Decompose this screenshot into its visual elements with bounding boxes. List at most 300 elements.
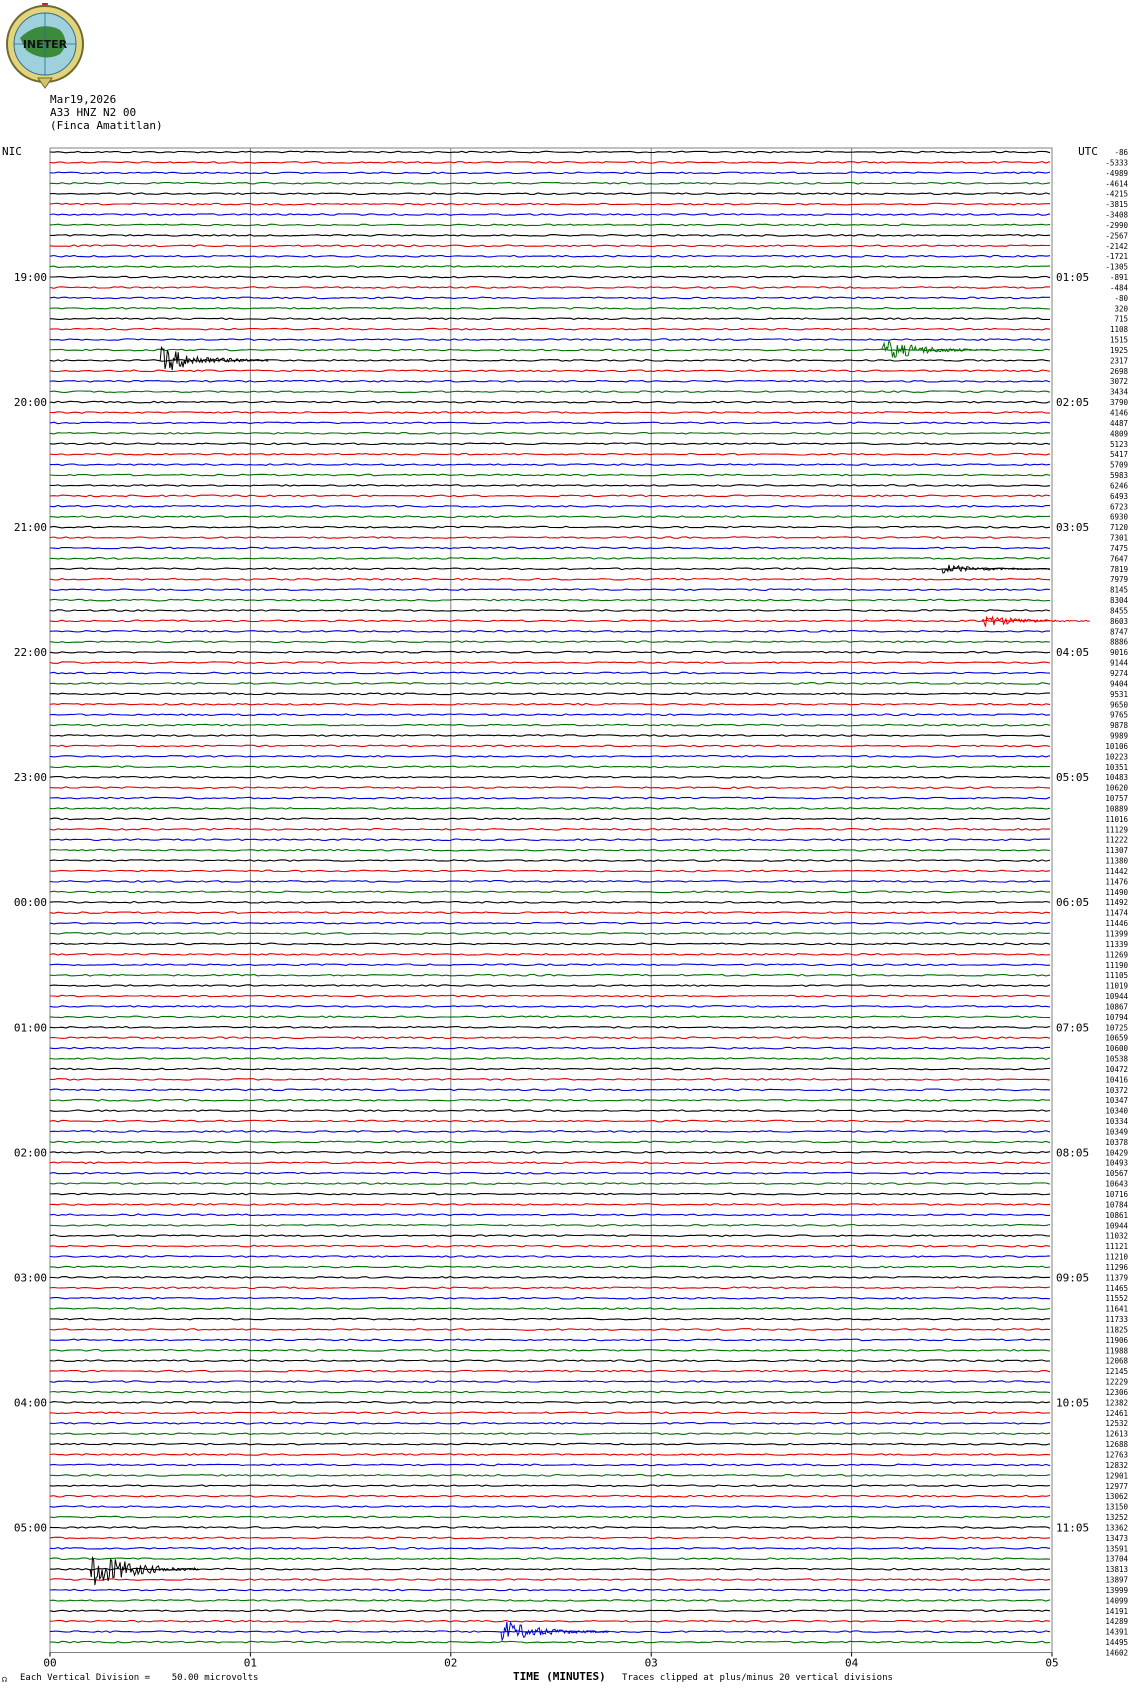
row-offset-label: 10334: [1105, 1117, 1128, 1127]
clip-note: Traces clipped at plus/minus 20 vertical divisions: [622, 1673, 893, 1683]
row-offset-label: 10643: [1105, 1179, 1128, 1189]
left-hour-label: 22:00: [13, 646, 47, 660]
seismic-event: [982, 617, 1090, 627]
row-offset-label: 14602: [1105, 1648, 1128, 1658]
corner-mark: ☊: [2, 1675, 7, 1684]
row-offset-label: 13150: [1105, 1502, 1128, 1512]
row-offset-label: 8304: [1109, 596, 1128, 606]
trace-row: [50, 1079, 1050, 1081]
row-offset-label: 11339: [1105, 939, 1128, 949]
trace-row: [50, 776, 1050, 778]
trace-row: [50, 453, 1050, 455]
seismic-event: [942, 565, 1050, 573]
trace-row: [50, 235, 1050, 237]
channel-label: A33 HNZ N2 00: [50, 106, 137, 119]
trace-row: [50, 829, 1050, 831]
trace-row: [50, 756, 1050, 758]
trace-row: [50, 714, 1050, 716]
trace-row: [50, 589, 1050, 591]
trace-row: [50, 964, 1050, 966]
trace-row: [50, 651, 1050, 653]
x-tick-label: 02: [444, 1656, 458, 1670]
trace-row: [50, 464, 1050, 466]
trace-row: [50, 1370, 1050, 1372]
row-offset-label: 8455: [1109, 606, 1128, 616]
trace-row: [50, 745, 1050, 747]
x-tick-label: 05: [1045, 1656, 1059, 1670]
trace-row: [50, 1339, 1050, 1341]
x-tick-label: 00: [43, 1656, 57, 1670]
row-offset-label: 12613: [1105, 1429, 1128, 1439]
row-offset-label: 11105: [1105, 971, 1128, 981]
trace-row: [50, 308, 1050, 310]
row-offset-label: 320: [1114, 304, 1128, 314]
row-offset-label: 5709: [1109, 460, 1128, 470]
trace-row: [50, 620, 1050, 622]
trace-row: [50, 631, 1050, 633]
trace-row: [50, 1037, 1050, 1039]
row-offset-label: 11825: [1105, 1325, 1128, 1335]
trace-row: [50, 1360, 1050, 1362]
left-hour-label: 00:00: [13, 896, 47, 910]
trace-row: [50, 1318, 1050, 1320]
trace-row: [50, 485, 1050, 487]
trace-row: [50, 422, 1050, 424]
right-hour-label: 11:05: [1056, 1521, 1090, 1535]
trace-row: [50, 1412, 1050, 1414]
trace-row: [50, 183, 1050, 185]
row-offset-label: 10867: [1105, 1002, 1128, 1012]
trace-row: [50, 1402, 1050, 1404]
trace-row: [50, 151, 1050, 153]
row-offset-label: 12145: [1105, 1367, 1128, 1377]
trace-row: [50, 1568, 1050, 1570]
trace-row: [50, 391, 1050, 393]
row-offset-label: 10538: [1105, 1054, 1128, 1064]
trace-row: [50, 412, 1050, 414]
row-offset-label: -2142: [1105, 241, 1128, 251]
trace-row: [50, 1350, 1050, 1352]
row-offset-label: 11190: [1105, 960, 1128, 970]
row-offset-label: 10944: [1105, 1221, 1128, 1231]
row-offset-label: -2990: [1105, 220, 1128, 230]
right-hour-label: 02:05: [1056, 396, 1090, 410]
seismic-event: [90, 1558, 198, 1585]
trace-row: [50, 547, 1050, 549]
trace-row: [50, 1131, 1050, 1133]
row-offset-label: 3434: [1109, 387, 1128, 397]
trace-row: [50, 203, 1050, 205]
trace-row: [50, 339, 1050, 341]
trace-row: [50, 1183, 1050, 1185]
trace-row: [50, 516, 1050, 518]
trace-row: [50, 1589, 1050, 1591]
row-offset-label: 10725: [1105, 1023, 1128, 1033]
right-hour-label: 04:05: [1056, 646, 1090, 660]
trace-row: [50, 214, 1050, 216]
row-offset-label: 11210: [1105, 1252, 1128, 1262]
row-offset-label: 10340: [1105, 1106, 1128, 1116]
row-offset-label: 14099: [1105, 1596, 1128, 1606]
trace-row: [50, 1099, 1050, 1101]
row-offset-label: 11269: [1105, 950, 1128, 960]
trace-row: [50, 995, 1050, 997]
trace-row: [50, 537, 1050, 539]
row-offset-label: 3790: [1109, 398, 1128, 408]
row-offset-label: 11222: [1105, 835, 1128, 845]
row-offset-label: 7647: [1109, 554, 1128, 564]
row-offset-label: 11552: [1105, 1294, 1128, 1304]
trace-row: [50, 1162, 1050, 1164]
row-offset-label: 10659: [1105, 1033, 1128, 1043]
trace-row: [50, 1297, 1050, 1299]
trace-row: [50, 1433, 1050, 1435]
row-offset-label: 13591: [1105, 1544, 1128, 1554]
row-offset-label: 10378: [1105, 1137, 1128, 1147]
trace-row: [50, 1454, 1050, 1456]
trace-row: [50, 1631, 1050, 1633]
row-offset-label: 10472: [1105, 1064, 1128, 1074]
seismic-event: [160, 347, 268, 370]
row-offset-label: 10757: [1105, 794, 1128, 804]
row-offset-label: 10600: [1105, 1044, 1128, 1054]
row-offset-label: 6246: [1109, 481, 1128, 491]
row-offset-label: 11296: [1105, 1262, 1128, 1272]
row-offset-label: 4487: [1109, 418, 1128, 428]
trace-row: [50, 922, 1050, 924]
trace-row: [50, 1204, 1050, 1206]
trace-row: [50, 839, 1050, 841]
trace-row: [50, 1172, 1050, 1174]
row-offset-label: -1305: [1105, 262, 1128, 272]
trace-row: [50, 443, 1050, 445]
row-offset-label: 1108: [1109, 325, 1128, 335]
left-hour-label: 02:00: [13, 1146, 47, 1160]
row-offset-label: 10429: [1105, 1148, 1128, 1158]
trace-row: [50, 1391, 1050, 1393]
trace-row: [50, 162, 1050, 164]
row-offset-label: 10620: [1105, 783, 1128, 793]
row-offset-label: 8886: [1109, 637, 1128, 647]
row-offset-label: 10889: [1105, 804, 1128, 814]
trace-row: [50, 1110, 1050, 1112]
row-offset-label: 5417: [1109, 450, 1128, 460]
row-offset-label: 7120: [1109, 523, 1128, 533]
row-offset-label: 9404: [1109, 679, 1128, 689]
trace-row: [50, 1464, 1050, 1466]
trace-row: [50, 287, 1050, 289]
row-offset-label: 12382: [1105, 1398, 1128, 1408]
row-offset-label: 10349: [1105, 1127, 1128, 1137]
plot-frame: [50, 148, 1052, 1652]
trace-row: [50, 610, 1050, 612]
row-offset-label: 8747: [1109, 627, 1128, 637]
row-offset-label: 14191: [1105, 1606, 1128, 1616]
right-timezone-label: UTC: [1078, 145, 1098, 158]
trace-row: [50, 1579, 1050, 1581]
row-offset-label: 11465: [1105, 1283, 1128, 1293]
trace-row: [50, 766, 1050, 768]
x-tick-label: 03: [644, 1656, 658, 1670]
trace-row: [50, 881, 1050, 883]
row-offset-label: -4614: [1105, 179, 1128, 189]
row-offset-label: 11032: [1105, 1231, 1128, 1241]
row-offset-label: -484: [1109, 283, 1128, 293]
row-offset-label: 8145: [1109, 585, 1128, 595]
row-offset-label: 12832: [1105, 1460, 1128, 1470]
trace-row: [50, 1006, 1050, 1008]
trace-row: [50, 662, 1050, 664]
row-offset-label: 11307: [1105, 846, 1128, 856]
row-offset-label: 11474: [1105, 908, 1128, 918]
row-offset-label: 10784: [1105, 1200, 1128, 1210]
row-offset-label: 1515: [1109, 335, 1128, 345]
row-offset-label: -80: [1114, 293, 1128, 303]
right-hour-label: 06:05: [1056, 896, 1090, 910]
row-offset-label: 11129: [1105, 825, 1128, 835]
row-offset-label: 11121: [1105, 1242, 1128, 1252]
row-offset-label: 10794: [1105, 1012, 1128, 1022]
row-offset-label: 1925: [1109, 345, 1128, 355]
left-hour-label: 05:00: [13, 1521, 47, 1535]
row-offset-label: 13897: [1105, 1575, 1128, 1585]
row-offset-label: 11641: [1105, 1304, 1128, 1314]
row-offset-label: -86: [1114, 148, 1128, 157]
trace-row: [50, 578, 1050, 580]
trace-row: [50, 380, 1050, 382]
row-offset-label: 13473: [1105, 1533, 1128, 1543]
trace-row: [50, 1527, 1050, 1529]
row-offset-label: 11492: [1105, 898, 1128, 908]
left-hour-label: 04:00: [13, 1396, 47, 1410]
row-offset-label: 14289: [1105, 1617, 1128, 1627]
trace-row: [50, 1308, 1050, 1310]
row-offset-label: 6930: [1109, 512, 1128, 522]
x-tick-label: 01: [243, 1656, 258, 1670]
trace-row: [50, 1422, 1050, 1424]
row-offset-label: 10372: [1105, 1085, 1128, 1095]
trace-row: [50, 954, 1050, 956]
row-offset-label: 10223: [1105, 752, 1128, 762]
row-offset-label: -891: [1109, 273, 1128, 283]
row-offset-label: 2698: [1109, 366, 1128, 376]
trace-row: [50, 1620, 1050, 1622]
row-offset-label: 11733: [1105, 1315, 1128, 1325]
row-offset-label: 9274: [1109, 669, 1128, 678]
row-offset-label: 9531: [1109, 689, 1128, 699]
left-hour-label: 21:00: [13, 521, 47, 535]
row-offset-label: 12977: [1105, 1481, 1128, 1491]
left-hour-label: 23:00: [13, 771, 47, 785]
row-offset-label: 12901: [1105, 1471, 1128, 1481]
logo-text: INETER: [22, 38, 68, 51]
trace-row: [50, 1120, 1050, 1122]
trace-row: [50, 1266, 1050, 1268]
row-offset-label: 10716: [1105, 1190, 1128, 1199]
row-offset-label: 13062: [1105, 1492, 1128, 1502]
row-offset-label: 7979: [1109, 575, 1128, 585]
left-hour-label: 19:00: [13, 271, 47, 285]
row-offset-label: 12306: [1105, 1387, 1128, 1397]
trace-row: [50, 1610, 1050, 1612]
right-hour-label: 08:05: [1056, 1146, 1090, 1160]
row-offset-label: 8603: [1109, 616, 1128, 626]
row-offset-label: 4809: [1109, 429, 1128, 439]
trace-row: [50, 1381, 1050, 1383]
trace-row: [50, 1141, 1050, 1143]
right-hour-label: 09:05: [1056, 1271, 1090, 1285]
row-offset-label: 11490: [1105, 887, 1128, 897]
trace-row: [50, 1329, 1050, 1331]
trace-row: [50, 808, 1050, 810]
row-offset-label: 12688: [1105, 1440, 1128, 1450]
trace-row: [50, 1068, 1050, 1070]
row-offset-label: 14495: [1105, 1638, 1128, 1648]
row-offset-label: 10944: [1105, 992, 1128, 1002]
trace-row: [50, 1214, 1050, 1216]
row-offset-label: 10106: [1105, 741, 1128, 751]
trace-row: [50, 1058, 1050, 1060]
row-offset-label: 12532: [1105, 1419, 1128, 1429]
trace-row: [50, 912, 1050, 914]
trace-row: [50, 474, 1050, 476]
left-hour-label: 03:00: [13, 1271, 47, 1285]
trace-row: [50, 1506, 1050, 1508]
row-offset-label: 11019: [1105, 981, 1128, 991]
trace-row: [50, 974, 1050, 976]
row-offset-label: 3072: [1109, 377, 1128, 387]
row-offset-label: -2567: [1105, 231, 1128, 241]
trace-row: [50, 172, 1050, 174]
trace-row: [50, 370, 1050, 372]
right-hour-label: 01:05: [1056, 271, 1090, 285]
trace-row: [50, 1548, 1050, 1550]
trace-row: [50, 683, 1050, 685]
trace-row: [50, 1485, 1050, 1487]
trace-row: [50, 1537, 1050, 1539]
row-offset-label: 9650: [1109, 700, 1128, 710]
trace-row: [50, 1443, 1050, 1445]
left-timezone-label: NIC: [2, 145, 22, 158]
trace-row: [50, 672, 1050, 674]
trace-row: [50, 1016, 1050, 1018]
trace-row: [50, 401, 1050, 403]
row-offset-label: -3815: [1105, 200, 1128, 210]
x-axis-title: TIME (MINUTES): [513, 1670, 606, 1683]
row-offset-label: 9144: [1109, 658, 1128, 668]
trace-row: [50, 526, 1050, 528]
trace-row: [50, 1152, 1050, 1154]
trace-row: [50, 224, 1050, 226]
trace-row: [50, 891, 1050, 893]
row-offset-label: 9989: [1109, 731, 1128, 741]
row-offset-label: 14391: [1105, 1627, 1128, 1637]
row-offset-label: 5123: [1109, 439, 1128, 449]
trace-row: [50, 599, 1050, 601]
trace-row: [50, 693, 1050, 695]
row-offset-label: -3408: [1105, 210, 1128, 220]
trace-row: [50, 933, 1050, 935]
trace-row: [50, 704, 1050, 706]
row-offset-label: 7301: [1109, 533, 1128, 543]
trace-row: [50, 1558, 1050, 1560]
row-offset-label: 6493: [1109, 491, 1128, 501]
trace-row: [50, 1287, 1050, 1289]
row-offset-label: 7475: [1109, 543, 1128, 553]
trace-row: [50, 1193, 1050, 1195]
row-offset-label: 12763: [1105, 1450, 1128, 1460]
row-offset-label: 2317: [1109, 356, 1128, 366]
station-label: (Finca Amatitlan): [50, 119, 163, 132]
row-offset-label: 10493: [1105, 1158, 1128, 1168]
trace-row: [50, 1495, 1050, 1497]
row-offset-label: 10347: [1105, 1096, 1128, 1106]
trace-row: [50, 1475, 1050, 1477]
trace-row: [50, 245, 1050, 247]
trace-row: [50, 787, 1050, 789]
right-hour-label: 10:05: [1056, 1396, 1090, 1410]
row-offset-label: 11446: [1105, 919, 1128, 929]
trace-row: [50, 860, 1050, 862]
trace-row: [50, 495, 1050, 497]
row-offset-label: 13704: [1105, 1554, 1128, 1564]
trace-row: [50, 870, 1050, 872]
trace-row: [50, 901, 1050, 903]
trace-row: [50, 1235, 1050, 1237]
trace-row: [50, 433, 1050, 435]
trace-row: [50, 568, 1050, 570]
row-offset-label: 11442: [1105, 866, 1128, 876]
row-offset-label: 715: [1114, 314, 1128, 324]
row-offset-label: 11399: [1105, 929, 1128, 939]
row-offset-label: -5333: [1105, 158, 1128, 168]
trace-row: [50, 1277, 1050, 1279]
trace-row: [50, 735, 1050, 737]
trace-row: [50, 1600, 1050, 1602]
trace-row: [50, 641, 1050, 643]
row-offset-label: 12068: [1105, 1356, 1128, 1366]
row-offset-label: 6723: [1109, 502, 1128, 512]
row-offset-label: -4989: [1105, 168, 1128, 178]
trace-row: [50, 328, 1050, 330]
trace-row: [50, 1516, 1050, 1518]
x-tick-label: 04: [844, 1656, 859, 1670]
row-offset-label: 11906: [1105, 1335, 1128, 1345]
seismic-event: [882, 341, 990, 358]
row-offset-label: -4215: [1105, 189, 1128, 199]
trace-row: [50, 318, 1050, 320]
trace-row: [50, 797, 1050, 799]
row-offset-label: 12229: [1105, 1377, 1128, 1387]
row-offset-label: 11988: [1105, 1346, 1128, 1356]
trace-row: [50, 1225, 1050, 1227]
trace-row: [50, 1641, 1050, 1643]
trace-row: [50, 255, 1050, 257]
row-offset-label: 10351: [1105, 762, 1128, 772]
row-offset-label: 10416: [1105, 1075, 1128, 1085]
trace-row: [50, 506, 1050, 508]
trace-row: [50, 1256, 1050, 1258]
trace-row: [50, 1027, 1050, 1029]
right-hour-label: 05:05: [1056, 771, 1090, 785]
trace-row: [50, 985, 1050, 987]
row-offset-label: 10483: [1105, 773, 1128, 783]
row-offset-label: 11476: [1105, 877, 1128, 887]
row-offset-label: 10567: [1105, 1169, 1128, 1179]
row-offset-label: 9878: [1109, 721, 1128, 731]
row-offset-label: 9016: [1109, 648, 1128, 658]
trace-row: [50, 1047, 1050, 1049]
